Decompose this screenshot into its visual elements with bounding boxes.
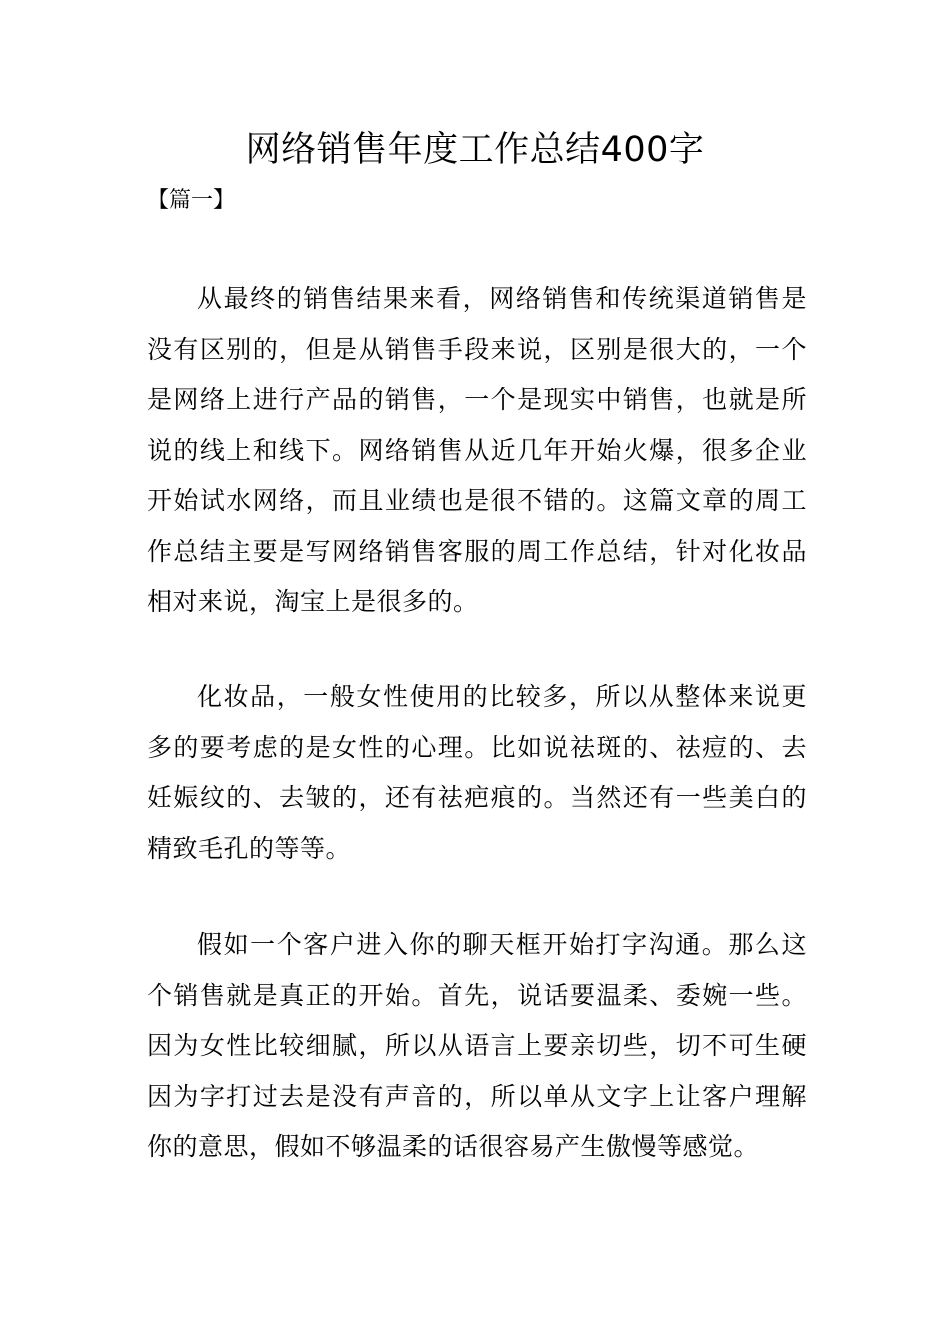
paragraph-1: 从最终的销售结果来看，网络销售和传统渠道销售是没有区别的，但是从销售手段来说，区别是很大的，一个是网络上进行产品的销售，一个是现实中销售，也就是所说的线上和线下。网络销售从近几年开始火爆，很多企业开始试水网络，而且业绩也是很不错的。这篇文章的周工作总结主要是写网络销售客服的周工作总结，针对化妆品相对来说，淘宝上是很多的。 [147, 284, 807, 616]
section-label: 【篇一】 [147, 188, 236, 213]
paragraph-3: 假如一个客户进入你的聊天框开始打字沟通。那么这个销售就是真正的开始。首先，说话要温柔、委婉一些。因为女性比较细腻，所以从语言上要亲切些，切不可生硬因为字打过去是没有声音的，所以单从文字上让客户理解你的意思，假如不够温柔的话很容易产生傲慢等感觉。 [147, 930, 807, 1161]
paragraph-2: 化妆品，一般女性使用的比较多，所以从整体来说更多的要考虑的是女性的心理。比如说祛斑的、祛痘的、去妊娠纹的、去皱的，还有祛疤痕的。当然还有一些美白的精致毛孔的等等。 [147, 682, 807, 863]
document-title: 网络销售年度工作总结400字 [245, 130, 705, 170]
